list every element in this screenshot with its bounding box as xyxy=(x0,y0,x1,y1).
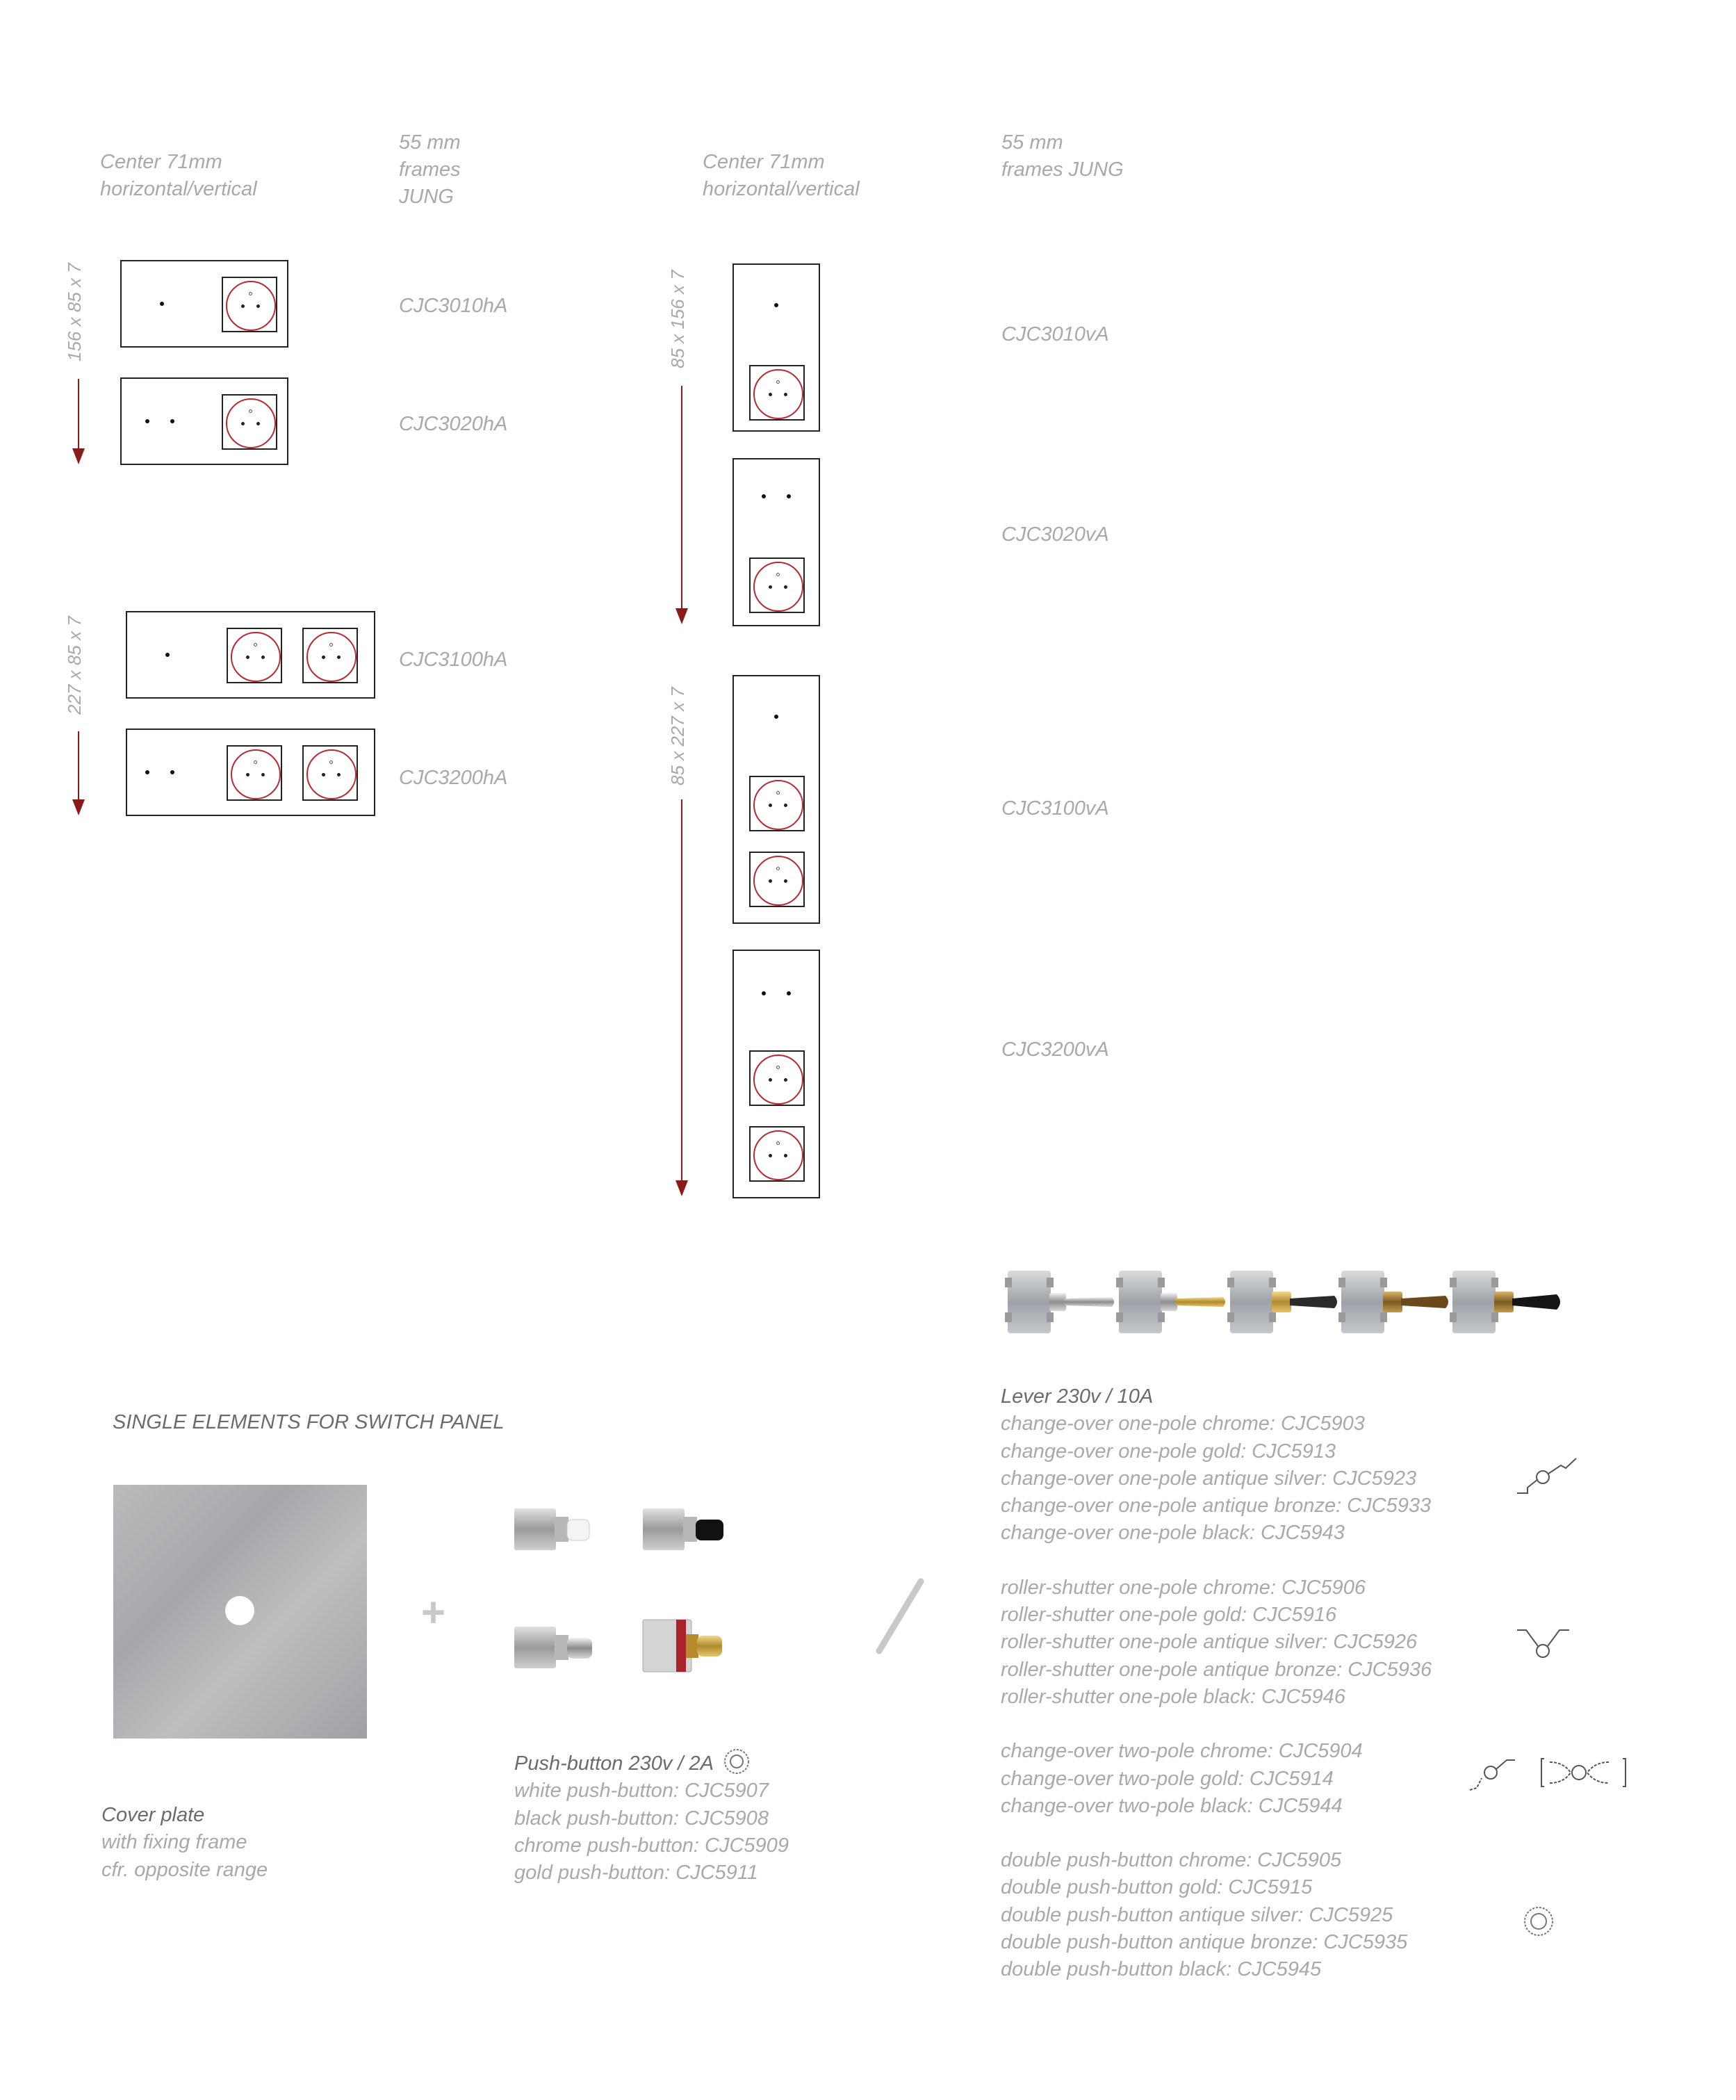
socket-pin xyxy=(784,393,787,396)
socket-earth-pin xyxy=(329,760,333,764)
socket-earth-pin xyxy=(776,1066,780,1069)
lever-photo-gold xyxy=(1116,1271,1225,1333)
plate-cjc3100va xyxy=(732,675,820,924)
code-cjc3100va: CJC3100vA xyxy=(1001,797,1109,820)
arrow-v-small xyxy=(675,386,688,624)
lever-item: roller-shutter one-pole antique silver: CJC5926 xyxy=(1001,1631,1418,1654)
socket-ring xyxy=(753,856,803,906)
socket-pin xyxy=(769,393,772,396)
push-button-text xyxy=(514,1748,789,1887)
switch-hole xyxy=(762,494,766,498)
lever-item: double push-button antique silver: CJC5925 xyxy=(1001,1903,1393,1926)
lever-photo-chrome xyxy=(1005,1271,1114,1333)
header-left-center: Center 71mm horizontal/vertical xyxy=(100,151,257,200)
header-right-center: Center 71mm horizontal/vertical xyxy=(703,151,860,200)
lever-item: change-over two-pole black: CJC5944 xyxy=(1001,1794,1343,1817)
socket-ring xyxy=(231,749,281,799)
change-over-two-pole-symbol-icon xyxy=(1466,1745,1640,1800)
plate-cjc3020ha xyxy=(120,377,288,465)
switch-hole xyxy=(774,715,778,719)
lever-item: roller-shutter one-pole chrome: CJC5906 xyxy=(1001,1576,1366,1599)
code-cjc3200va: CJC3200vA xyxy=(1001,1039,1109,1061)
lever-photo-antique-silver xyxy=(1227,1271,1337,1333)
dimension-label-h-large: 227 x 85 x 7 xyxy=(64,616,85,715)
socket-ring xyxy=(753,369,803,419)
lever-item: roller-shutter one-pole antique bronze: CJC5936 xyxy=(1001,1658,1432,1681)
socket-earth-pin xyxy=(254,760,257,764)
cover-plate-line: with fixing frame xyxy=(101,1831,247,1854)
switch-hole xyxy=(762,991,766,995)
socket-pin xyxy=(322,773,325,776)
lever-item: double push-button antique bronze: CJC5935 xyxy=(1001,1931,1408,1954)
push-button-photo-gold xyxy=(643,1620,722,1672)
code-cjc3020va: CJC3020vA xyxy=(1001,523,1109,546)
socket-pin xyxy=(769,879,772,883)
socket-ring xyxy=(226,281,276,331)
socket-earth-pin xyxy=(776,380,780,384)
switch-hole xyxy=(787,494,791,498)
code-cjc3010va: CJC3010vA xyxy=(1001,323,1109,345)
cover-plate-hole xyxy=(225,1596,254,1625)
header-left-frames: 55 mm frames JUNG xyxy=(399,131,461,208)
switch-hole xyxy=(145,770,149,774)
socket-ring xyxy=(226,398,276,448)
cover-plate-image xyxy=(113,1485,367,1739)
plus-sign: + xyxy=(421,1589,446,1636)
socket-pin xyxy=(784,804,787,807)
switch-hole xyxy=(165,653,170,657)
socket-pin xyxy=(769,585,772,589)
socket-pin xyxy=(246,656,249,659)
socket-ring xyxy=(231,632,281,682)
plate-cjc3020va xyxy=(732,458,820,626)
lever-item: roller-shutter one-pole black: CJC5946 xyxy=(1001,1685,1345,1708)
cover-plate-title: Cover plate xyxy=(101,1804,205,1826)
push-button-photos xyxy=(507,1488,758,1703)
socket-module xyxy=(227,628,282,683)
switch-hole xyxy=(170,419,174,423)
socket-ring xyxy=(753,780,803,830)
code-cjc3200ha: CJC3200hA xyxy=(399,767,508,789)
socket-pin xyxy=(256,422,260,425)
lever-item: double push-button gold: CJC5915 xyxy=(1001,1876,1313,1899)
lever-photo-antique-bronze xyxy=(1338,1271,1448,1333)
socket-pin xyxy=(784,879,787,883)
socket-earth-pin xyxy=(776,573,780,576)
socket-pin xyxy=(784,1154,787,1157)
arrow-h-large xyxy=(72,731,85,815)
socket-pin xyxy=(261,773,265,776)
plate-cjc3200va xyxy=(732,950,820,1198)
header-right-frames: 55 mm frames JUNG xyxy=(1001,131,1124,181)
push-button-title: Push-button 230v / 2A xyxy=(514,1748,789,1777)
socket-pin xyxy=(241,422,245,425)
socket-earth-pin xyxy=(776,791,780,795)
code-cjc3010ha: CJC3010hA xyxy=(399,295,508,317)
push-button-item: white push-button: CJC5907 xyxy=(514,1780,769,1802)
socket-pin xyxy=(784,1078,787,1082)
socket-pin xyxy=(241,304,245,308)
push-button-item: gold push-button: CJC5911 xyxy=(514,1862,758,1885)
lever-item: roller-shutter one-pole gold: CJC5916 xyxy=(1001,1604,1337,1627)
socket-ring xyxy=(753,1130,803,1180)
code-cjc3100ha: CJC3100hA xyxy=(399,649,508,671)
socket-module xyxy=(749,557,805,613)
slash-divider xyxy=(872,1578,928,1654)
push-button-photo-black xyxy=(643,1508,723,1550)
switch-hole xyxy=(774,303,778,307)
socket-pin xyxy=(246,773,249,776)
switch-hole xyxy=(160,302,164,306)
dimension-label-v-small: 85 x 156 x 7 xyxy=(667,270,688,368)
code-cjc3020ha: CJC3020hA xyxy=(399,413,508,435)
socket-pin xyxy=(256,304,260,308)
socket-pin xyxy=(337,773,341,776)
socket-pin xyxy=(322,656,325,659)
socket-module xyxy=(749,1126,805,1182)
socket-module xyxy=(749,365,805,421)
socket-module xyxy=(749,852,805,907)
push-button-symbol-icon xyxy=(723,1748,753,1775)
switch-hole xyxy=(170,770,174,774)
socket-pin xyxy=(769,1078,772,1082)
socket-pin xyxy=(769,1154,772,1157)
arrow-v-large xyxy=(675,799,688,1196)
socket-earth-pin xyxy=(776,1141,780,1145)
socket-module xyxy=(222,394,277,450)
plate-cjc3010va xyxy=(732,263,820,432)
plate-cjc3200ha xyxy=(126,729,375,816)
socket-earth-pin xyxy=(254,643,257,646)
socket-earth-pin xyxy=(249,409,252,413)
dimension-label-v-large: 85 x 227 x 7 xyxy=(667,687,688,786)
socket-earth-pin xyxy=(249,292,252,295)
socket-ring xyxy=(753,562,803,612)
socket-module xyxy=(222,277,277,332)
socket-pin xyxy=(769,804,772,807)
roller-shutter-symbol-icon xyxy=(1514,1613,1583,1668)
lever-item: double push-button black: CJC5945 xyxy=(1001,1958,1322,1981)
arrow-h-small xyxy=(72,379,85,464)
lever-item: change-over one-pole black: CJC5943 xyxy=(1001,1522,1345,1545)
push-button-item: chrome push-button: CJC5909 xyxy=(514,1834,789,1857)
cover-plate-text xyxy=(101,1802,268,1884)
plate-cjc3010ha xyxy=(120,260,288,348)
lever-text xyxy=(1001,1383,1432,1984)
socket-module xyxy=(227,745,282,801)
push-button-item: black push-button: CJC5908 xyxy=(514,1807,769,1830)
dimension-label-h-small: 156 x 85 x 7 xyxy=(64,263,85,361)
switch-hole xyxy=(787,991,791,995)
cover-plate-line: cfr. opposite range xyxy=(101,1858,268,1881)
lever-photo-black xyxy=(1450,1271,1560,1333)
socket-ring xyxy=(306,749,357,799)
push-button-photo-chrome xyxy=(514,1627,592,1668)
change-over-one-pole-symbol-icon xyxy=(1514,1446,1583,1501)
double-push-button-symbol-icon xyxy=(1522,1905,1564,1946)
lever-item: change-over two-pole gold: CJC5914 xyxy=(1001,1767,1334,1790)
lever-item: double push-button chrome: CJC5905 xyxy=(1001,1849,1342,1872)
lever-item: change-over one-pole antique bronze: CJC5933 xyxy=(1001,1495,1432,1517)
lever-item: change-over two-pole chrome: CJC5904 xyxy=(1001,1740,1363,1763)
socket-pin xyxy=(261,656,265,659)
lever-switch-photos xyxy=(1001,1250,1571,1354)
lever-item: change-over one-pole antique silver: CJC5923 xyxy=(1001,1467,1417,1490)
push-button-photo-white xyxy=(514,1508,589,1550)
lever-item: change-over one-pole chrome: CJC5903 xyxy=(1001,1413,1365,1435)
socket-ring xyxy=(753,1055,803,1105)
plate-cjc3100ha xyxy=(126,611,375,699)
socket-module xyxy=(749,776,805,831)
lever-item: change-over one-pole gold: CJC5913 xyxy=(1001,1440,1336,1463)
socket-ring xyxy=(306,632,357,682)
socket-earth-pin xyxy=(329,643,333,646)
section-title: SINGLE ELEMENTS FOR SWITCH PANEL xyxy=(113,1411,505,1433)
socket-module xyxy=(302,628,358,683)
socket-module xyxy=(302,745,358,801)
socket-pin xyxy=(337,656,341,659)
switch-hole xyxy=(145,419,149,423)
socket-module xyxy=(749,1050,805,1106)
socket-earth-pin xyxy=(776,867,780,870)
socket-pin xyxy=(784,585,787,589)
lever-title: Lever 230v / 10A xyxy=(1001,1385,1154,1408)
